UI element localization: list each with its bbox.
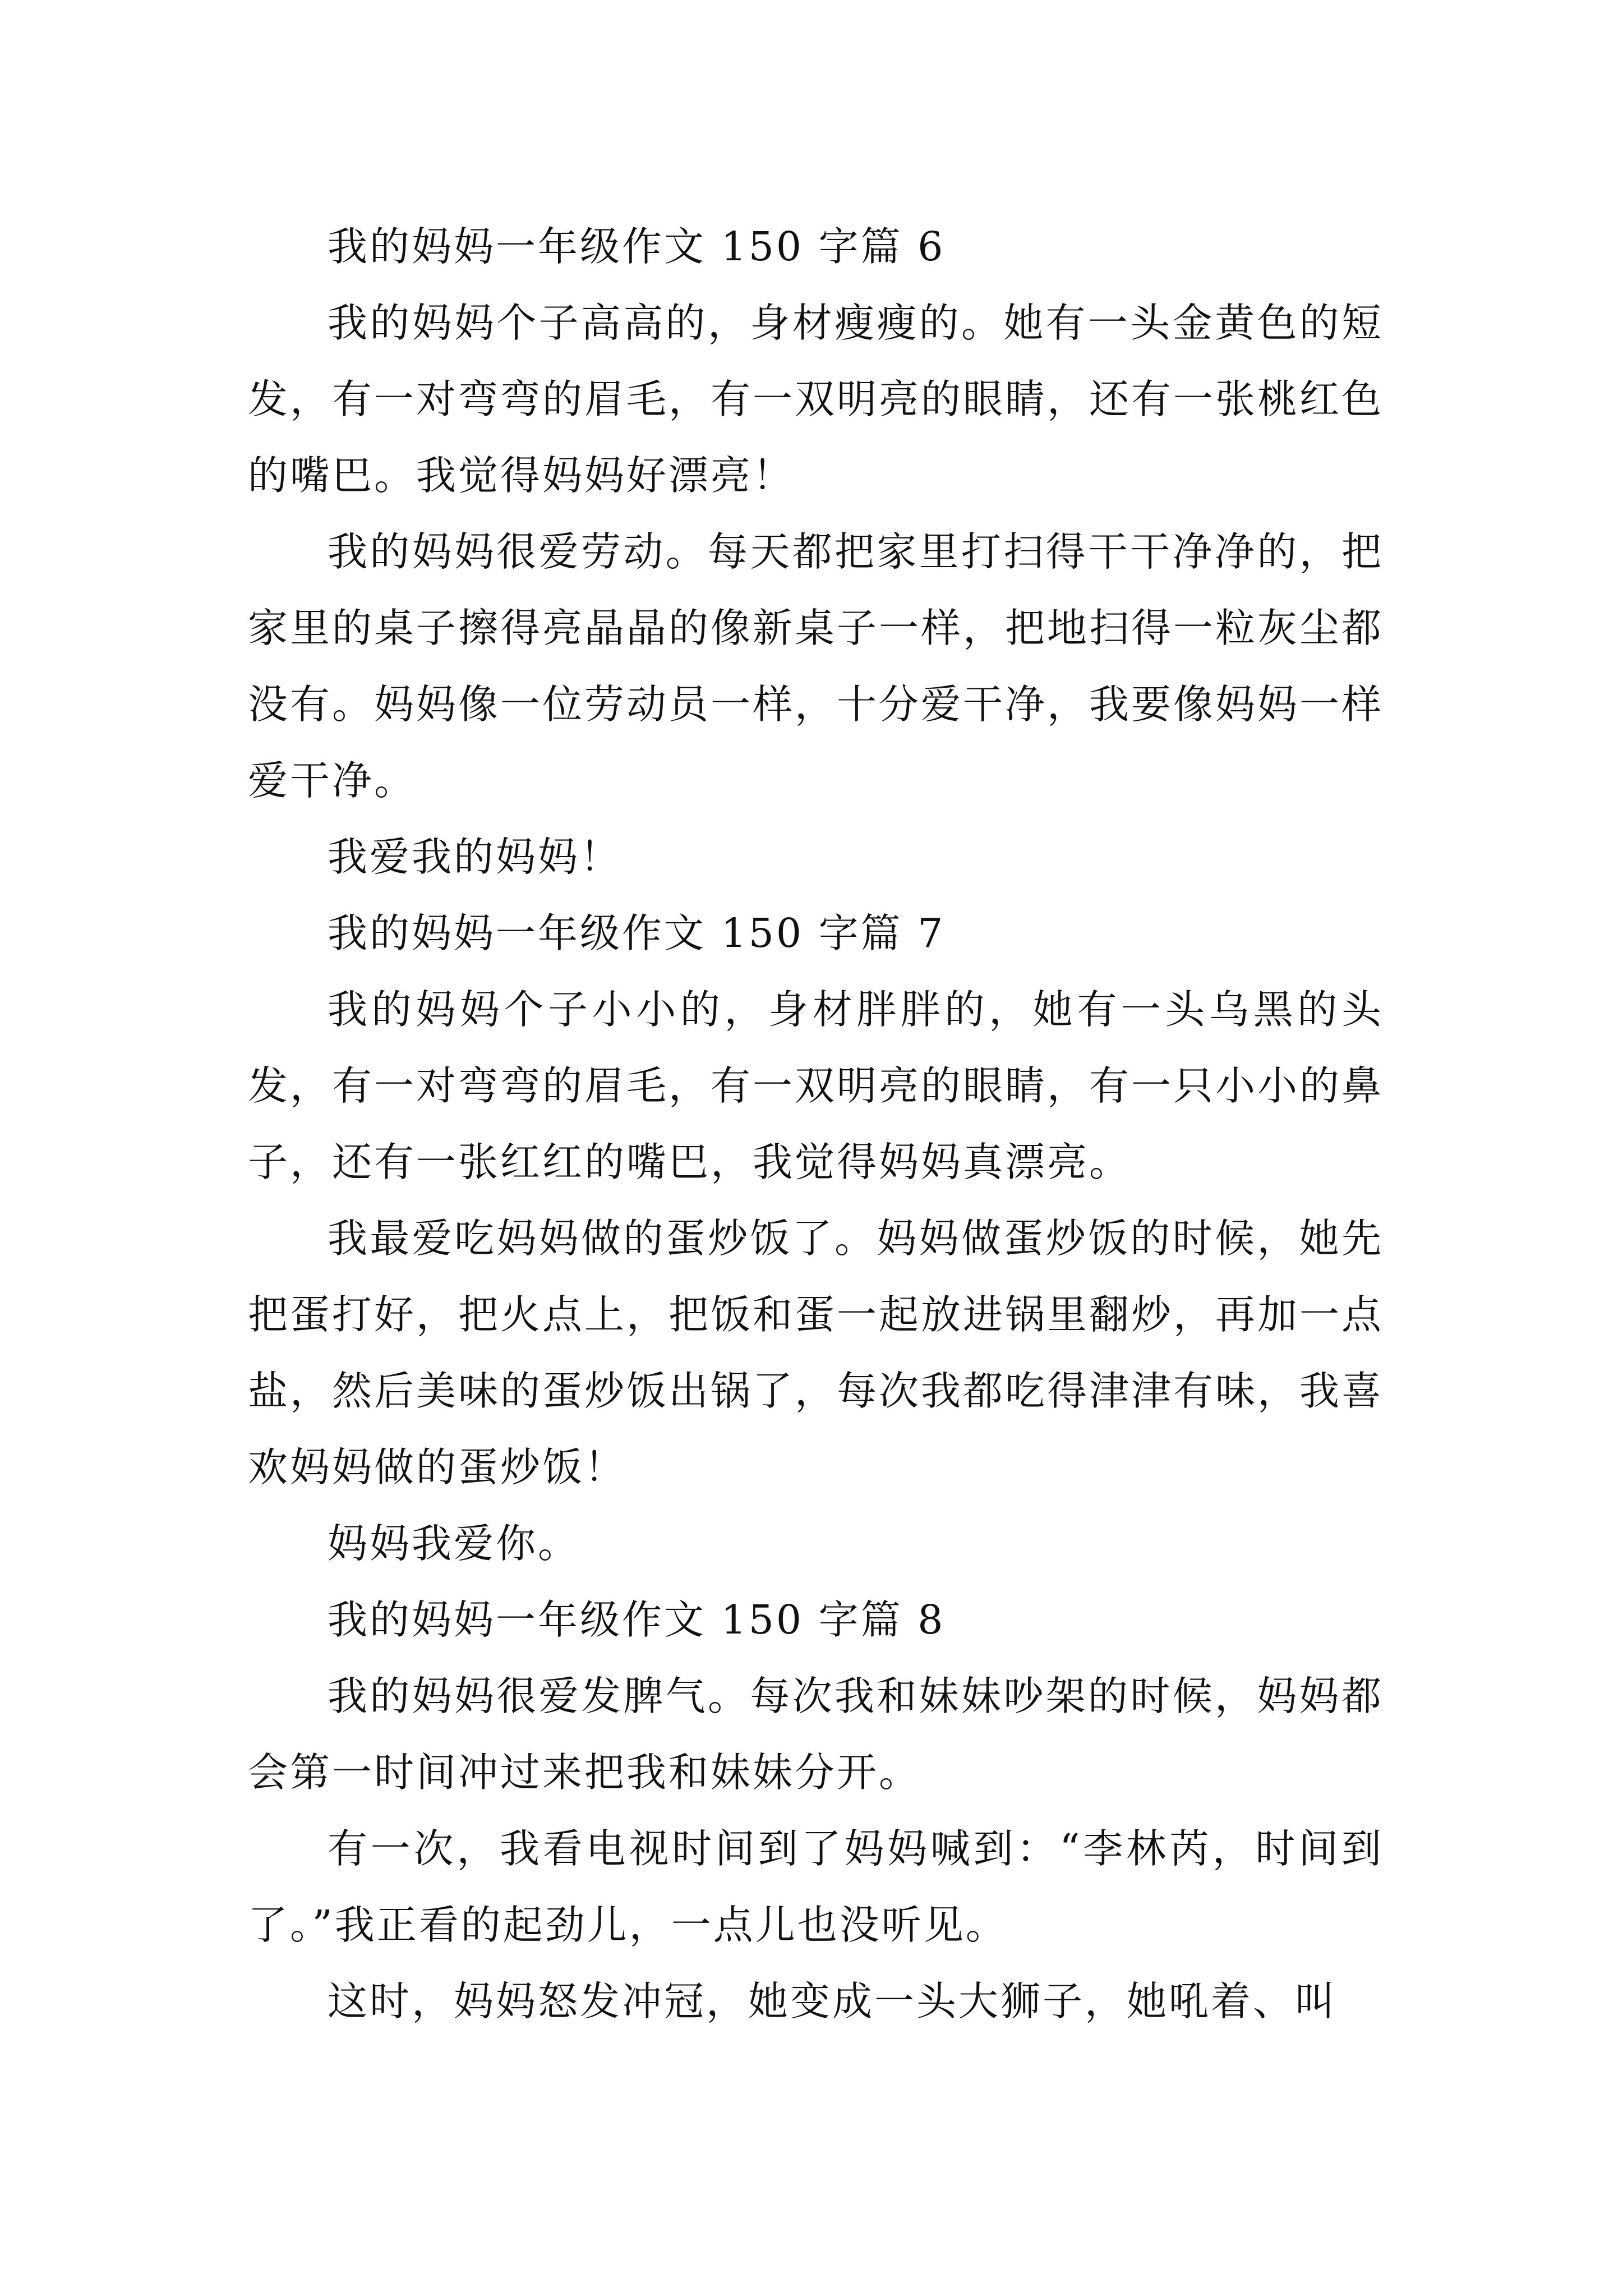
- paragraph: 有一次，我看电视时间到了妈妈喊到：“李林芮，时间到了。”我正看的起劲儿，一点儿也没听见。: [248, 1825, 1384, 1948]
- paragraph: 妈妈我爱你。: [328, 1520, 580, 1567]
- paragraph: 我的妈妈个子小小的，身材胖胖的，她有一头乌黑的头发，有一对弯弯的眉毛，有一双明亮的眼睛，有一只小小的鼻子，还有一张红红的嘴巴，我觉得妈妈真漂亮。: [248, 986, 1384, 1185]
- paragraph: 我的妈妈很爱劳动。每天都把家里打扫得干干净净的，把家里的桌子擦得亮晶晶的像新桌子一样，把地扫得一粒灰尘都没有。妈妈像一位劳动员一样，十分爱干净，我要像妈妈一样爱干净。: [248, 528, 1384, 804]
- paragraph: 我的妈妈个子高高的，身材瘦瘦的。她有一头金黄色的短发，有一对弯弯的眉毛，有一双明亮的眼睛，还有一张桃红色的嘴巴。我觉得妈妈好漂亮！: [248, 300, 1384, 499]
- section-heading: 我的妈妈一年级作文 150 字篇 6: [328, 223, 946, 270]
- paragraph: 我的妈妈很爱发脾气。每次我和妹妹吵架的时候，妈妈都会第一时间冲过来把我和妹妹分开。: [248, 1673, 1384, 1796]
- section-heading: 我的妈妈一年级作文 150 字篇 7: [328, 910, 946, 956]
- document-body: [248, 209, 1384, 2040]
- paragraph: 这时，妈妈怒发冲冠，她变成一头大狮子，她吼着、叫: [328, 1978, 1338, 2024]
- paragraph: 我爱我的妈妈！: [328, 834, 623, 880]
- section-heading: 我的妈妈一年级作文 150 字篇 8: [328, 1596, 946, 1643]
- paragraph: 我最爱吃妈妈做的蛋炒饭了。妈妈做蛋炒饭的时候，她先把蛋打好，把火点上，把饭和蛋一起放进锅里翻炒，再加一点盐，然后美味的蛋炒饭出锅了，每次我都吃得津津有味，我喜欢妈妈做的蛋炒饭！: [248, 1215, 1384, 1490]
